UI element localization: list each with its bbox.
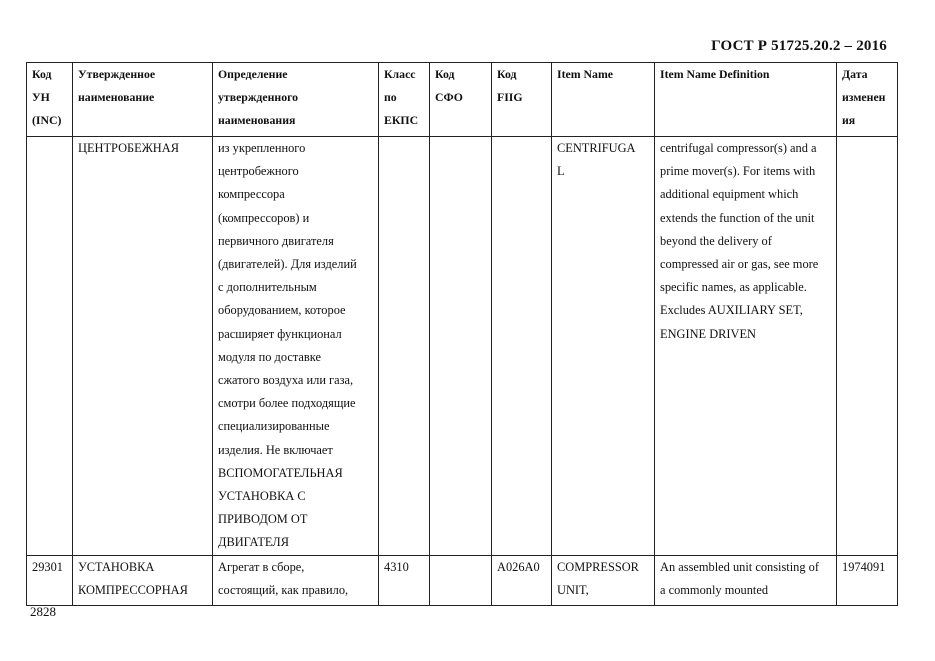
cell-fiig: A026A0 [492,555,552,605]
cell-fiig [492,137,552,556]
cell-approved-name: УСТАНОВКА КОМПРЕССОРНАЯ [73,555,213,605]
cell-sfo [430,555,492,605]
header-fiig-code: Код FIIG [492,63,552,137]
cell-approved-name: ЦЕНТРОБЕЖНАЯ [73,137,213,556]
cell-inc [27,137,73,556]
header-item-name-definition: Item Name Definition [655,63,837,137]
cell-item-name: CENTRIFUGA L [552,137,655,556]
nomenclature-table [26,62,898,606]
header-sfo-code: Код СФО [430,63,492,137]
document-standard-title: ГОСТ Р 51725.20.2 – 2016 [711,38,887,54]
header-inc-code: Код УН (INC) [27,63,73,137]
cell-date [837,137,898,556]
table-row [27,137,898,556]
header-definition-ru: Определение утвержденного наименования [213,63,379,137]
header-item-name: Item Name [552,63,655,137]
cell-item-definition: An assembled unit consisting of a commonly mounted [655,555,837,605]
cell-class: 4310 [379,555,430,605]
table-row [27,555,898,605]
cell-item-name: COMPRESSOR UNIT, [552,555,655,605]
header-class: Класс по ЕКПС [379,63,430,137]
cell-item-definition: centrifugal compressor(s) and a prime mover(s). For items with additional equipment which extends the function of the unit beyond the delivery of compressed air or gas, see more specific names, as applicable. Excludes AUXILIARY SET, ENGINE DRIVEN [655,137,837,556]
table-header-row [27,63,898,137]
cell-inc: 29301 [27,555,73,605]
cell-definition-ru: Агрегат в сборе, состоящий, как правило, [213,555,379,605]
cell-date: 1974091 [837,555,898,605]
header-approved-name: Утвержденное наименование [73,63,213,137]
cell-sfo [430,137,492,556]
cell-definition-ru: из укрепленного центробежного компрессора (компрессоров) и первичного двигателя (двигателей). Для изделий с дополнительным оборудованием, которое расширяет функционал модуля по доставке сжатого воздуха или газа, смотри более подходящие специализированные изделия. Не включает ВСПОМОГАТЕЛЬНАЯ УСТАНОВКА С ПРИВОДОМ ОТ ДВИГАТЕЛЯ [213,137,379,556]
page-number: 2828 [30,604,56,619]
header-change-date: Дата изменен ия [837,63,898,137]
cell-class [379,137,430,556]
